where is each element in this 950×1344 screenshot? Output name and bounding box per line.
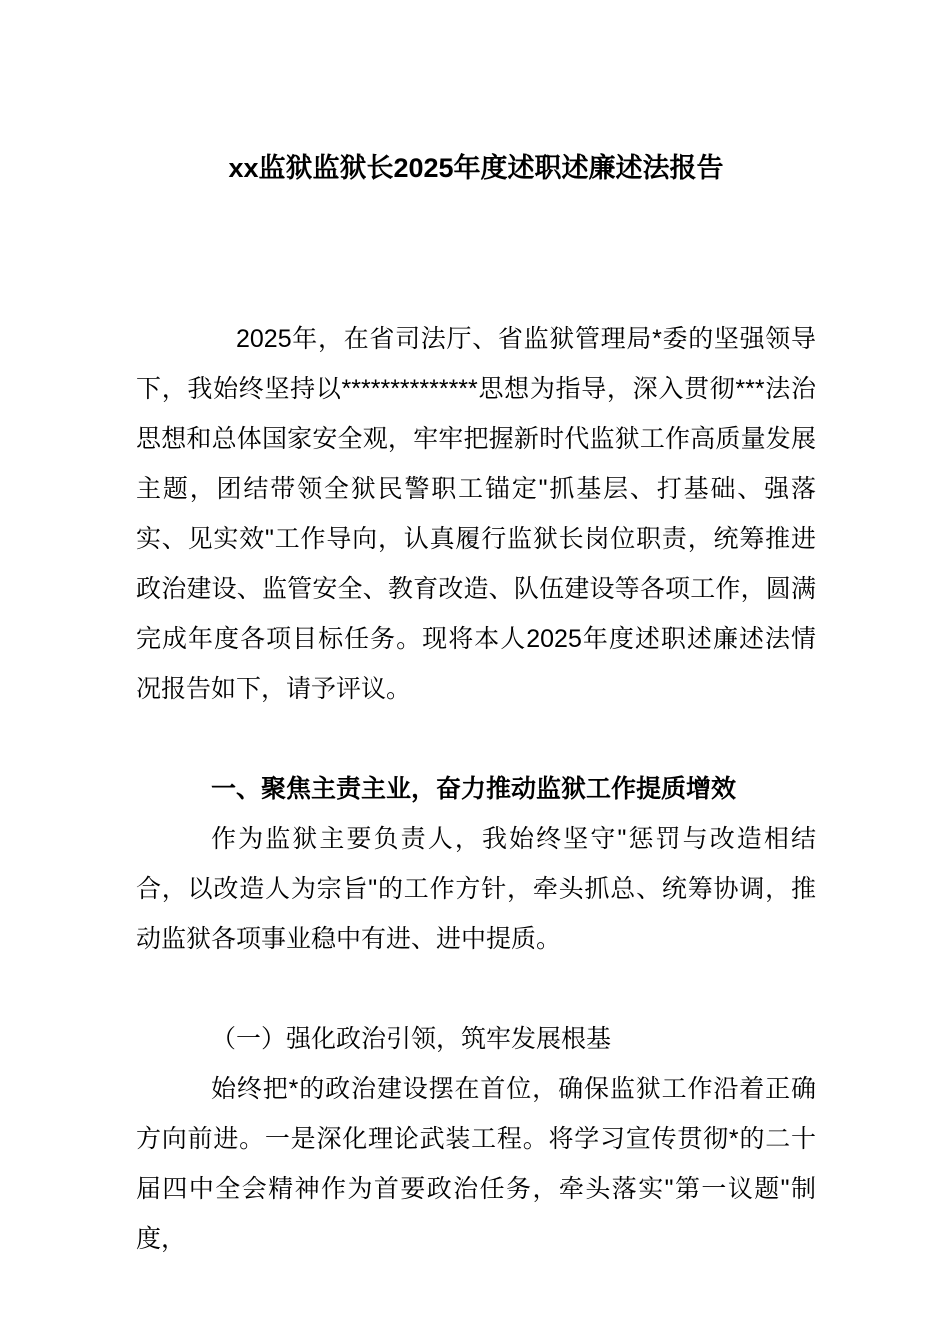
paragraph-opening: 2025年，在省司法厅、省监狱管理局*委的坚强领导下，我始终坚持以**************思想为指导，深入贯彻***法治思想和总体国家安全观，牢牢把握新时代监狱工作高质量发展主题，团结带领全狱民警职工锚定"抓基层、打基础、强落实、见实效"工作导向，认真履行监狱长岗位职责，统筹推进政治建设、监管安全、教育改造、队伍建设等各项工作，圆满完成年度各项目标任务。现将本人2025年度述职述廉述法情况报告如下，请予评议。	[136, 325, 816, 703]
section-heading-1: 一、聚焦主责主业，奋力推动监狱工作提质增效	[211, 775, 737, 803]
document-title: xx监狱监狱长2025年度述职述廉述法报告	[228, 153, 724, 183]
paragraph-subsection-1-1-body: 始终把*的政治建设摆在首位，确保监狱工作沿着正确方向前进。一是深化理论武装工程。将学习宣传贯彻*的二十届四中全会精神作为首要政治任务，牵头落实"第一议题"制度，	[136, 1075, 816, 1253]
paragraph-section-1-intro: 作为监狱主要负责人，我始终坚守"惩罚与改造相结合，以改造人为宗旨"的工作方针，牵头抓总、统筹协调，推动监狱各项事业稳中有进、进中提质。	[136, 825, 816, 953]
subsection-heading-1-1: （一）强化政治引领，筑牢发展根基	[211, 1025, 612, 1053]
